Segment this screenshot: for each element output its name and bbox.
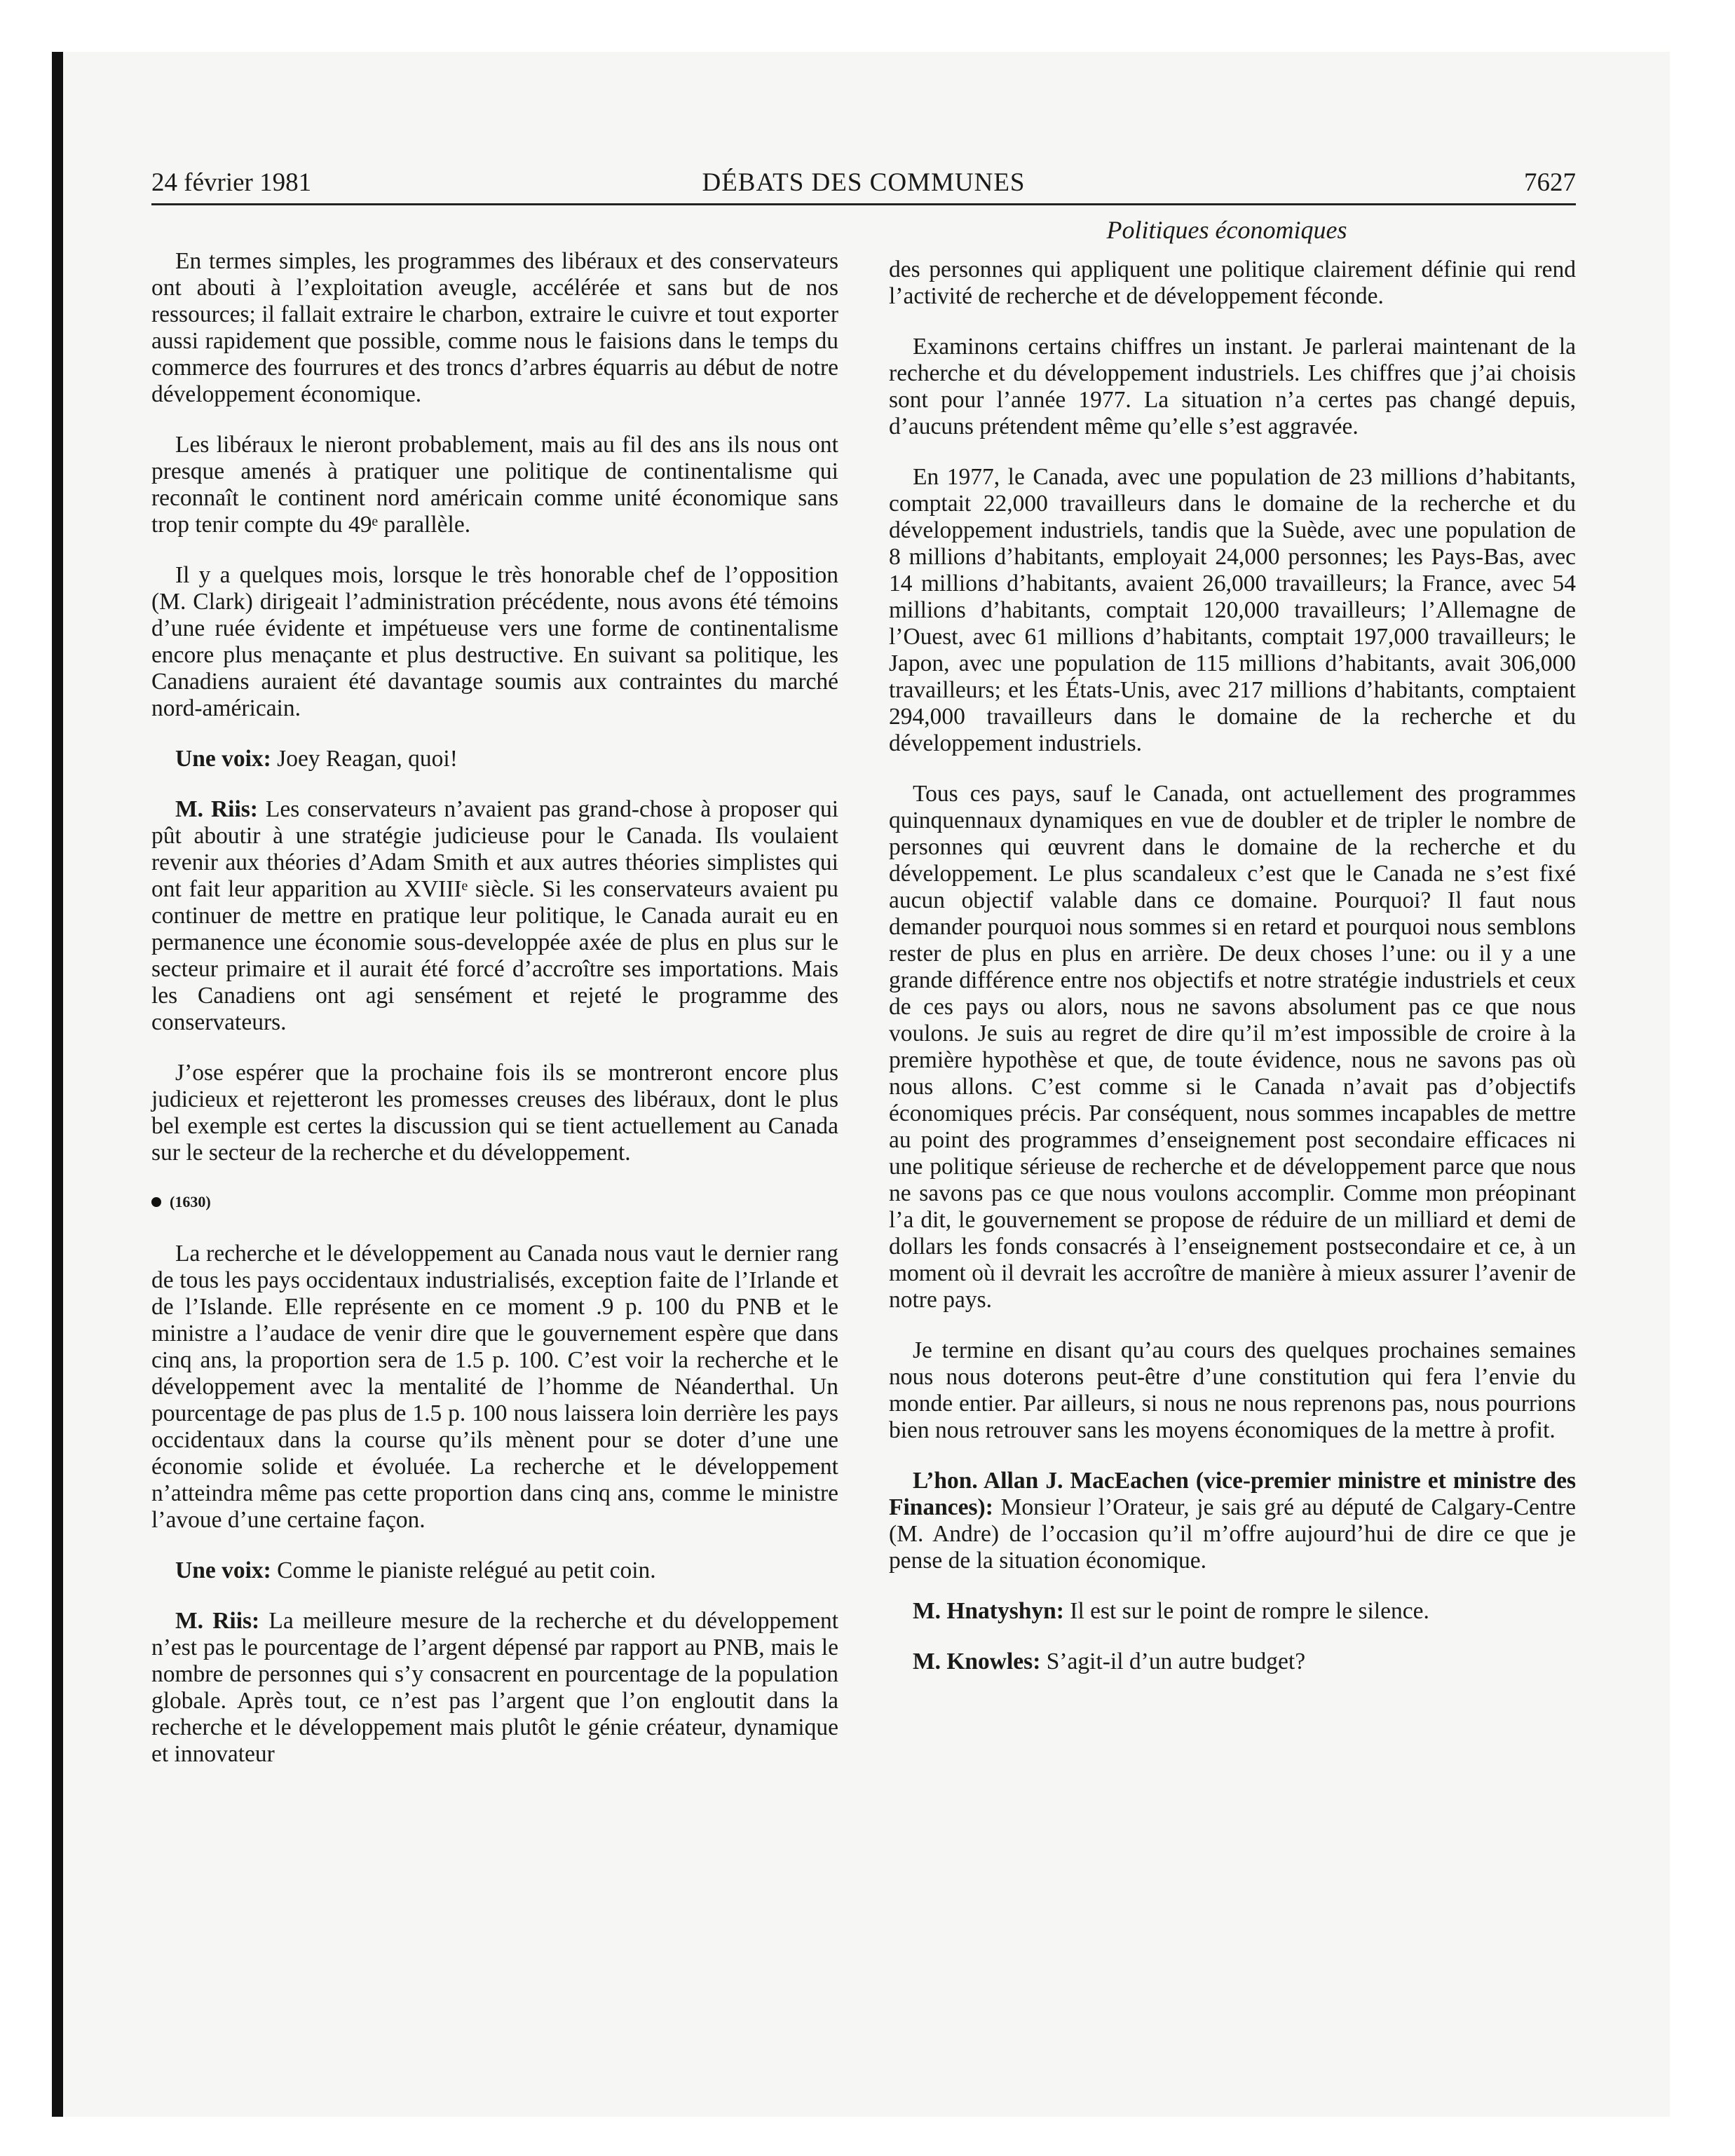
speech-text: Joey Reagan, quoi! bbox=[271, 746, 458, 772]
header-date: 24 février 1981 bbox=[151, 168, 312, 197]
running-header bbox=[151, 165, 1576, 205]
speech bbox=[889, 1468, 1576, 1574]
header-page-number: 7627 bbox=[1524, 168, 1576, 197]
left-column bbox=[151, 248, 838, 1792]
paragraph: En 1977, le Canada, avec une population de 23 millions d’habitants, comptait 22,000 travailleurs dans le domaine de la recherche et du développement industriels, tandis que la Suède, avec une population de 8 millions d’habitants, employait 24,000 personnes; les Pays-Bas, avec 14 millions d’habitants, avaient 26,000 travailleurs; la France, avec 54 millions d’habitants, comptait 120,000 travailleurs; l’Allemagne de l’Ouest, avec 61 millions d’habitants, comptait 197,000 travailleurs; le Japon, avec une population de 115 millions d’habitants, avait 306,000 travailleurs; et les États-Unis, avec 217 millions d’habitants, comptaient 294,000 travailleurs dans le domaine de la recherche et du développement industriels. bbox=[889, 464, 1576, 756]
timestamp: (1630) bbox=[170, 1192, 211, 1210]
speech bbox=[889, 1649, 1576, 1675]
header-title: DÉBATS DES COMMUNES bbox=[702, 168, 1026, 197]
speech bbox=[151, 1557, 838, 1584]
paragraph: des personnes qui appliquent une politique clairement définie qui rend l’activité de recherche et de développement féconde. bbox=[889, 257, 1576, 309]
speech-text: Comme le pianiste relégué au petit coin. bbox=[271, 1557, 656, 1583]
speaker-name: M. Riis: bbox=[175, 796, 258, 822]
speech-text: Les conservateurs n’avaient pas grand-chose à proposer qui pût aboutir à une stratégie judicieuse pour le Canada. Ils voulaient revenir aux théories d’Adam Smith et aux autres théories simplistes qui ont fait leur apparition au XVIIIᵉ siècle. Si les conservateurs avaient pu continuer de mettre en pratique leur politique, le Canada aurait eu en permanence une économie sous-developpée axée de plus en plus sur le secteur primaire et il aurait été forcé d’accroître ses importations. Mais les Canadiens ont agi sensément et rejeté le programme des conservateurs. bbox=[151, 796, 838, 1035]
speaker-name: L’hon. Allan J. MacEachen (vice-premier ministre et ministre des Finances): bbox=[889, 1468, 1576, 1520]
speaker-name: M. Riis: bbox=[175, 1607, 260, 1634]
bullet-icon bbox=[151, 1197, 161, 1207]
speech bbox=[889, 1598, 1576, 1625]
paragraph: Il y a quelques mois, lorsque le très honorable chef de l’opposition (M. Clark) dirigeait l’administration précédente, nous avons été témoins d’une ruée évidente et impétueuse vers une forme de continentalisme encore plus menaçante et plus destructive. En suivant sa politique, les Canadiens auraient été davantage soumis aux contraintes du marché nord-américain. bbox=[151, 562, 838, 721]
speech-text: S’agit-il d’un autre budget? bbox=[1040, 1649, 1306, 1674]
speech bbox=[151, 796, 838, 1036]
paragraph: Je termine en disant qu’au cours des quelques prochaines semaines nous nous doterons peut-être d’une constitution qui fera l’envie du monde entier. Par ailleurs, si nous ne nous reprenons pas, nous pourrions bien nous retrouver sans les moyens économiques de la mettre à profit. bbox=[889, 1337, 1576, 1443]
time-marker bbox=[151, 1190, 838, 1213]
paragraph: J’ose espérer que la prochaine fois ils se montreront encore plus judicieux et rejetteront les promesses creuses des libéraux, dont le plus bel exemple est certes la discussion qui se tient actuellement au Canada sur le secteur de la recherche et du développement. bbox=[151, 1060, 838, 1166]
subject-heading: Politiques économiques bbox=[1106, 216, 1347, 244]
scan-edge bbox=[52, 52, 63, 2117]
speaker-name: Une voix: bbox=[175, 1557, 271, 1583]
speech bbox=[151, 1608, 838, 1768]
paragraph: Examinons certains chiffres un instant. Je parlerai maintenant de la recherche et du développement industriels. Les chiffres que j’ai choisis sont pour l’année 1977. La situation n’a certes pas changé depuis, d’aucuns prétendent même qu’elle s’est aggravée. bbox=[889, 334, 1576, 439]
speech-text: La meilleure mesure de la recherche et du développement n’est pas le pourcentage de l’argent dépensé par rapport au PNB, mais le nombre de personnes qui s’y consacrent en pourcentage de la population globale. Après tout, ce n’est pas l’argent que l’on engloutit dans la recherche et le développement mais plutôt le génie créateur, dynamique et innovateur bbox=[151, 1607, 838, 1767]
speaker-name: M. Knowles: bbox=[913, 1649, 1041, 1674]
speech-text: Il est sur le point de rompre le silence. bbox=[1063, 1598, 1429, 1624]
speech bbox=[151, 746, 838, 772]
speaker-name: Une voix: bbox=[175, 746, 271, 772]
paragraph: La recherche et le développement au Canada nous vaut le dernier rang de tous les pays occidentaux industrialisés, exception faite de l’Irlande et de l’Islande. Elle représente en ce moment .9 p. 100 du PNB et le ministre a l’audace de venir dire que le gouvernement espère que dans cinq ans, la proportion sera de 1.5 p. 100. C’est voir la recherche et le développement avec la mentalité de l’homme de Néanderthal. Un pourcentage de pas plus de 1.5 p. 100 nous laissera loin derrière les pays occidentaux dans la course qu’ils mènent pour se doter d’une une économie solide et évoluée. La recherche et le développement n’atteindra même pas cette proportion dans cinq ans, comme le ministre l’avoue d’une certaine façon. bbox=[151, 1240, 838, 1533]
paragraph: En termes simples, les programmes des libéraux et des conservateurs ont abouti à l’exploitation aveugle, accélérée et sans but de nos ressources; il fallait extraire le charbon, extraire le cuivre et tout exporter aussi rapidement que possible, comme nous le faisions dans le temps du commerce des fourrures et des troncs d’arbres équarris au début de notre développement économique. bbox=[151, 248, 838, 407]
speech-text: Monsieur l’Orateur, je sais gré au député de Calgary-Centre (M. Andre) de l’occasion qu’il m’offre aujourd’hui de dire ce que je pense de la situation économique. bbox=[889, 1494, 1576, 1574]
speaker-name: M. Hnatyshyn: bbox=[913, 1598, 1064, 1624]
paragraph: Tous ces pays, sauf le Canada, ont actuellement des programmes quinquennaux dynamiques en vue de doubler et de tripler le nombre de personnes qui œuvrent dans le domaine de la recherche et du développement. Le plus scandaleux c’est que le Canada ne s’est fixé aucun objectif valable dans ce domaine. Pourquoi? Il faut nous demander pourquoi nous sommes si en retard et pourquoi nous semblons rester de plus en plus en arrière. De deux choses l’une: ou il y a une grande différence entre nos objectifs et notre stratégie industriels et ceux de ces pays ou alors, nous ne savons absolument pas ce que nous voulons. Je suis au regret de dire qu’il m’est impossible de croire à la première hypothèse et que, de toute évidence, nous ne savons pas où nous allons. C’est comme si le Canada n’avait pas d’objectifs économiques précis. Par conséquent, nous sommes incapables de mettre au point des programmes d’enseignement post secondaire efficaces ni une politique sérieuse de recherche et de développement parce que nous ne savons pas ce que nous voulons accomplir. Comme mon préopinant l’a dit, le gouvernement se propose de réduire de un milliard et demi de dollars les fonds consacrés à l’enseignement postsecondaire et ce, à un moment où il devrait les accroître de manière à mieux assurer l’avenir de notre pays. bbox=[889, 781, 1576, 1313]
right-column bbox=[889, 257, 1576, 1699]
paragraph: Les libéraux le nieront probablement, mais au fil des ans ils nous ont presque amenés à pratiquer une politique de continentalisme qui reconnaît le continent nord américain comme unité économique sans trop tenir compte du 49ᵉ parallèle. bbox=[151, 432, 838, 538]
